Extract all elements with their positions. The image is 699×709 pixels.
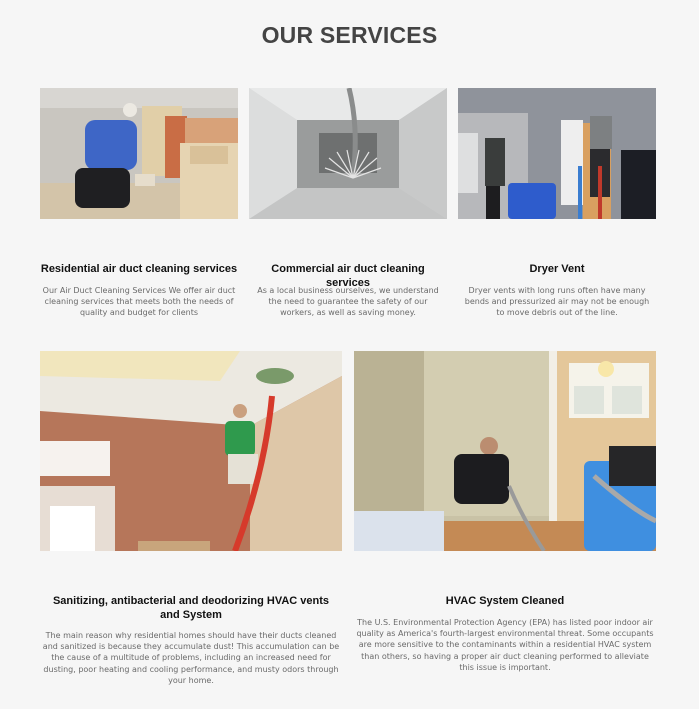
service-description: Our Air Duct Cleaning Services We offer air duct cleaning services that meets both the needs of quality and budget for clients [42,286,236,318]
residential-service-photo [40,88,238,219]
sanitizing-service-photo [40,351,342,551]
dryer-vent-service-photo [458,88,656,219]
service-description: The U.S. Environmental Protection Agency (EPA) has listed poor indoor air quality as America's fourth-largest environmental threat. Some occupants are more sensitive to the contaminants within a residential HVAC system than others, so having a proper air duct cleaning performed to alleviate this issue is important. [356,618,654,672]
commercial-service-photo [249,88,447,219]
hvac-system-service-photo [354,351,656,551]
service-title: HVAC System Cleaned [445,595,565,607]
service-title: Commercial air duct cleaning services [271,263,425,289]
service-description: The main reason why residential homes should have their ducts cleaned and sanitized is because they accumulate dust! This accumulation can be the cause of a multitude of problems, including an increased need for dusting, poor heating and cooling performance, and musty odors through your home. [42,631,340,685]
page-title: OUR SERVICES [261,22,438,48]
service-title: Sanitizing, antibacterial and deodorizing HVAC vents and System [52,595,330,621]
service-title: Dryer Vent [529,263,585,275]
service-description: Dryer vents with long runs often have many bends and pressurized air may not be enough to move debris out of the line. [464,286,650,318]
service-title: Residential air duct cleaning services [40,263,238,275]
service-description: As a local business ourselves, we understand the need to guarantee the safety of our workers, as well as saving money. [257,286,439,318]
